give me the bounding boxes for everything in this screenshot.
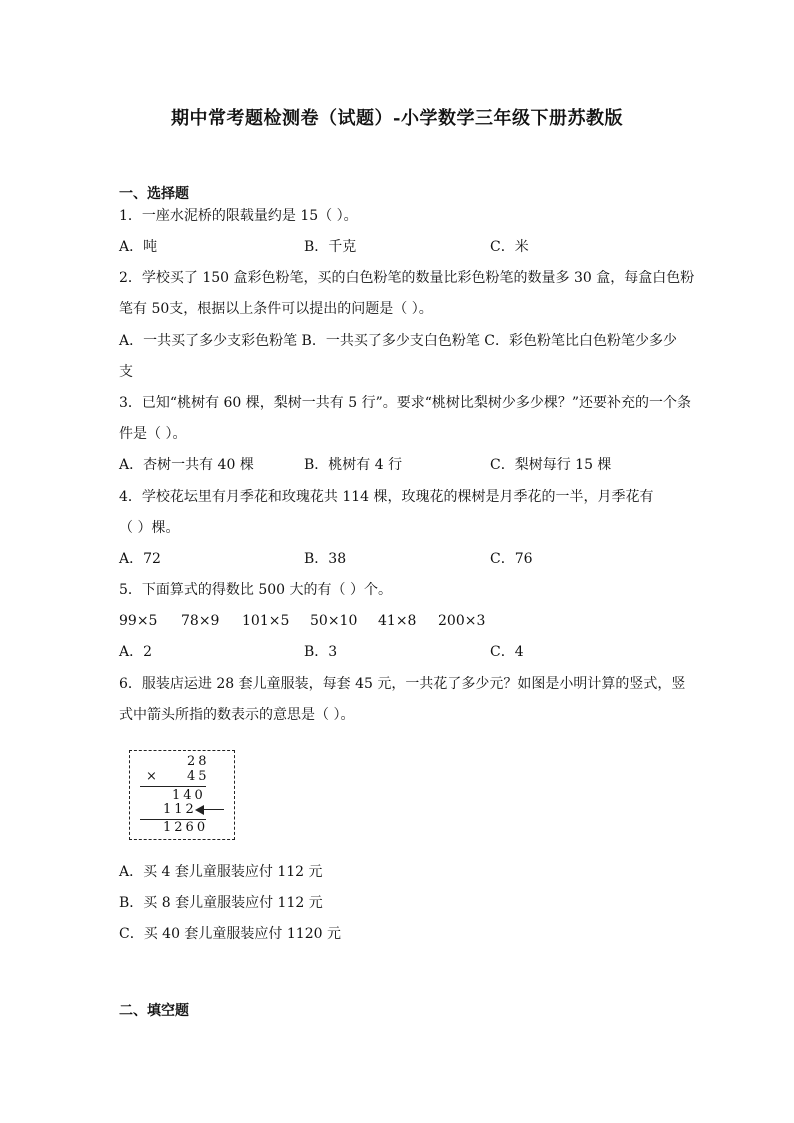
- question-4-option-b: B．38: [304, 551, 347, 567]
- question-3-option-a: A．杏树一共有 40 棵: [119, 457, 254, 473]
- calc-partial-product-1: 140: [172, 788, 206, 803]
- question-6-option-c: C．买 40 套儿童服装应付 1120 元: [119, 926, 341, 942]
- question-5-expression: 41×8: [378, 613, 417, 629]
- question-3-option-c: C．梨树每行 15 棵: [490, 457, 612, 473]
- section-heading-fill: 二、填空题: [119, 1003, 189, 1019]
- question-2-options-line2: 支: [119, 364, 133, 380]
- page-title: 期中常考题检测卷（试题）-小学数学三年级下册苏教版: [171, 108, 623, 129]
- question-5-option-c: C．4: [490, 644, 524, 660]
- calc-multiplier: 45: [187, 769, 210, 784]
- question-6-stem-line1: 6．服装店运进 28 套儿童服装，每套 45 元，一共花了多少元？如图是小明计算的竖式，竖: [119, 676, 686, 692]
- question-1-option-c: C．米: [490, 239, 529, 255]
- question-2-stem-line2: 笔有 50支，根据以上条件可以提出的问题是（ ）。: [119, 301, 433, 317]
- question-3-stem-line2: 件是（ ）。: [119, 426, 187, 442]
- question-1-option-a: A．吨: [119, 239, 158, 255]
- question-2-options-line1: A．一共买了多少支彩色粉笔 B．一共买了多少支白色粉笔 C．彩色粉笔比白色粉笔少多少: [119, 333, 678, 349]
- question-5-option-a: A．2: [119, 644, 153, 660]
- question-4-stem-line2: （ ）棵。: [119, 520, 180, 536]
- question-6-option-a: A．买 4 套儿童服装应付 112 元: [119, 864, 323, 880]
- vertical-calculation-figure: [129, 750, 235, 840]
- question-1-option-b: B．千克: [304, 239, 357, 255]
- arrow-left-icon: [195, 805, 204, 815]
- calc-result: 1260: [163, 820, 209, 835]
- question-5-option-b: B．3: [304, 644, 338, 660]
- question-5-expression: 200×3: [438, 613, 486, 629]
- question-5-expression: 99×5: [119, 613, 158, 629]
- arrow-shaft: [202, 809, 224, 810]
- question-6-option-b: B．买 8 套儿童服装应付 112 元: [119, 895, 323, 911]
- question-5-expression: 101×5: [242, 613, 290, 629]
- question-6-stem-line2: 式中箭头所指的数表示的意思是（ ）。: [119, 707, 355, 723]
- question-3-stem-line1: 3．已知“桃树有 60 棵，梨树一共有 5 行”。要求“桃树比梨树少多少棵？”还要补充的一个条: [119, 395, 692, 411]
- question-5-stem: 5．下面算式的得数比 500 大的有（ ）个。: [119, 582, 392, 598]
- question-4-option-a: A．72: [119, 551, 161, 567]
- question-5-expression: 78×9: [181, 613, 220, 629]
- section-heading-choice: 一、选择题: [119, 186, 189, 202]
- question-1-stem: 1．一座水泥桥的限载量约是 15（ ）。: [119, 208, 358, 224]
- question-4-option-c: C．76: [490, 551, 533, 567]
- question-3-option-b: B．桃树有 4 行: [304, 457, 403, 473]
- question-2-stem-line1: 2．学校买了 150 盒彩色粉笔，买的白色粉笔的数量比彩色粉笔的数量多 30 盒，每盒白色粉: [119, 270, 695, 286]
- calc-multiplicand: 28: [187, 754, 210, 769]
- calc-partial-product-2: 112: [163, 802, 197, 817]
- calc-multiply-sign: ×: [146, 769, 157, 784]
- question-4-stem-line1: 4．学校花坛里有月季花和玫瑰花共 114 棵，玫瑰花的棵树是月季花的一半，月季花有: [119, 489, 654, 505]
- calc-rule-line: [140, 786, 206, 787]
- question-5-expression: 50×10: [310, 613, 358, 629]
